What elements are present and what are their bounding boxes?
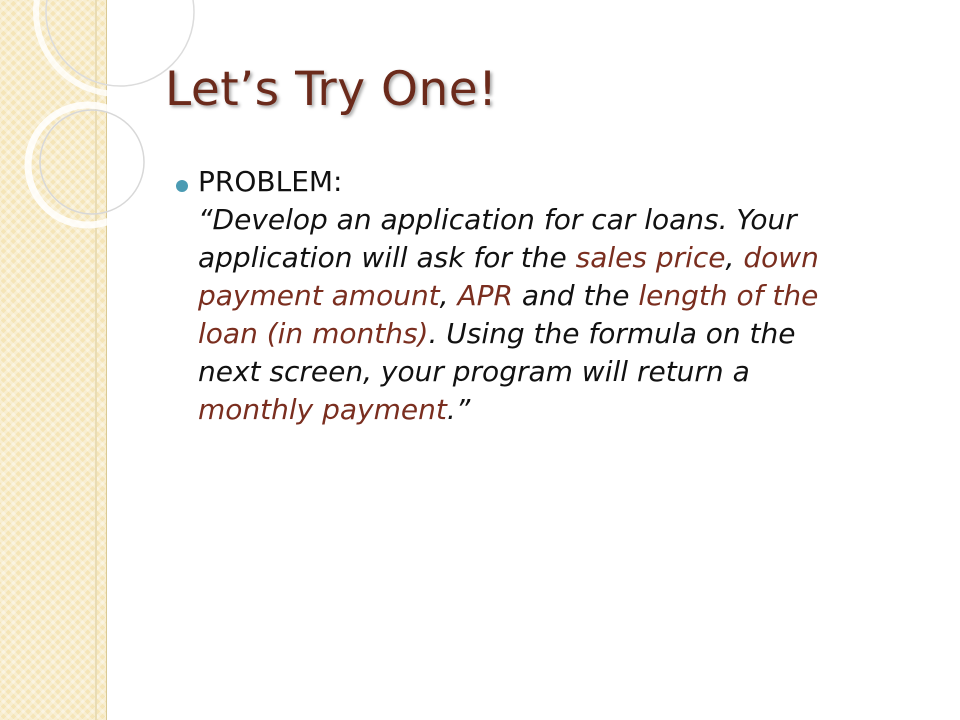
quote-text: and the (512, 279, 639, 312)
bullet-icon (176, 180, 188, 192)
slide-title: Let’s Try One! (165, 62, 498, 117)
highlight-loan-months: loan (in months) (198, 317, 429, 350)
quote-line-1: “Develop an application for car loans. Your (198, 203, 797, 236)
quote-text: . Using the formula on the (428, 317, 796, 350)
quote-text: , (439, 279, 458, 312)
decorative-circles (0, 0, 220, 240)
problem-label: PROBLEM: (198, 165, 343, 198)
quote-line-6 (198, 391, 918, 429)
highlight-apr: APR (457, 279, 513, 312)
quote-text: application will ask for the (198, 241, 576, 274)
highlight-sales-price: sales price (575, 241, 726, 274)
quote-text: .” (446, 393, 471, 426)
highlight-down: down (743, 241, 819, 274)
deco-circle-small (28, 105, 148, 225)
slide-body (198, 163, 918, 429)
quote-line-2 (198, 239, 918, 277)
highlight-length: length of the (638, 279, 819, 312)
quote-line-5: next screen, your program will return a (198, 355, 750, 388)
deco-circle-small-inner (40, 110, 144, 214)
highlight-monthly-payment: monthly payment (198, 393, 447, 426)
quote-line-4 (198, 315, 918, 353)
highlight-payment-amount: payment amount (198, 279, 440, 312)
quote-line-3 (198, 277, 918, 315)
quote-text: , (725, 241, 744, 274)
